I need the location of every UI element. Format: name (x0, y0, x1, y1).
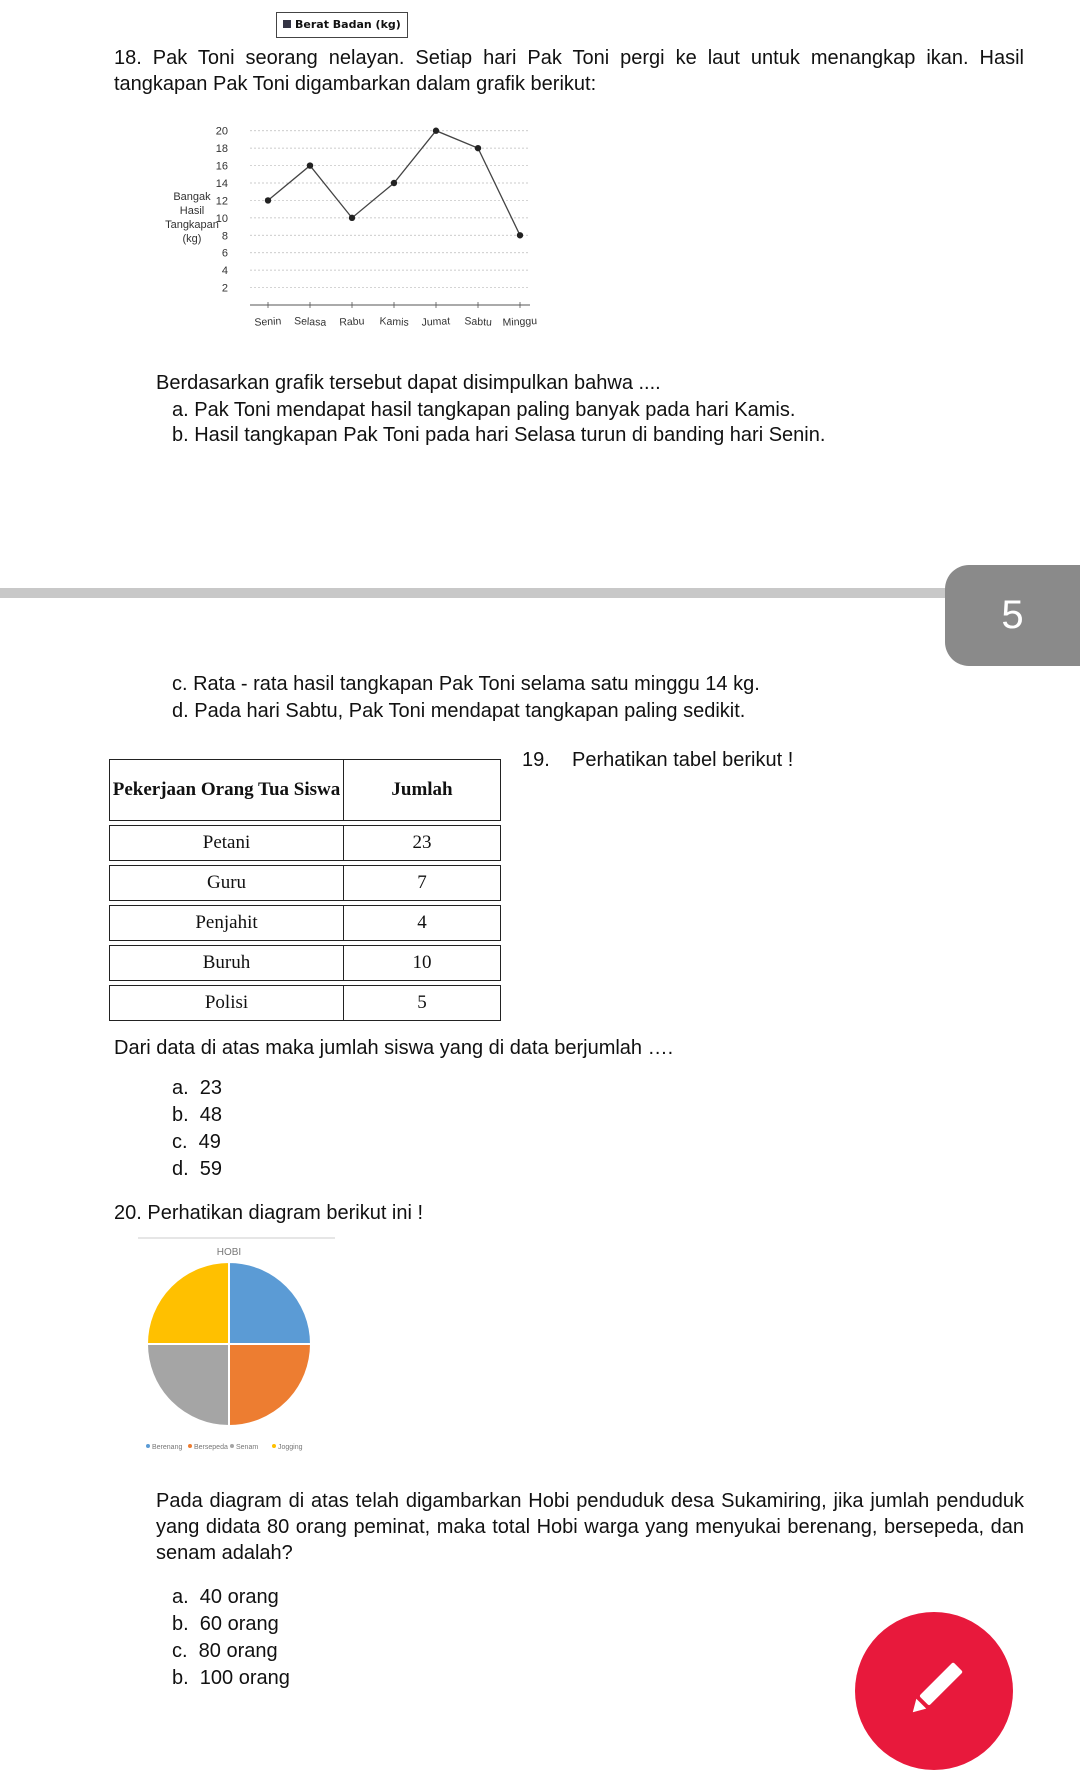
pie-legend (146, 1444, 303, 1451)
chart-legend-top (276, 12, 408, 38)
q20-option-b[interactable]: b. 60 orang (172, 1613, 279, 1635)
table-row (109, 825, 501, 861)
legend-swatch (272, 1444, 276, 1448)
page-divider (0, 588, 1080, 598)
table-header-job: Pekerjaan Orang Tua Siswa (109, 759, 344, 821)
legend-swatch (146, 1444, 150, 1448)
page-number-badge (945, 565, 1080, 666)
jobs-table (109, 755, 501, 1025)
pie-slice-berenang (229, 1262, 311, 1344)
table-cell-job: Buruh (109, 945, 344, 981)
pie-slice-senam (147, 1344, 229, 1426)
y-axis-label-2: Hasil (179, 205, 205, 217)
legend-swatch (230, 1444, 234, 1448)
legend-label: Berat Badan (kg) (295, 18, 401, 31)
pencil-icon (855, 1612, 1013, 1770)
y-tick-label: 12 (215, 195, 228, 208)
pie-slices (147, 1262, 311, 1426)
q19-option-a[interactable]: a. 23 (172, 1077, 223, 1099)
table-cell-count: 4 (344, 905, 501, 941)
table-row (109, 945, 501, 981)
legend-label: Senam (236, 1444, 259, 1451)
table-cell-count: 7 (344, 865, 501, 901)
table-header-count: Jumlah (344, 759, 501, 821)
y-axis-label-4: (kg) (182, 233, 202, 245)
x-tick-label: Jumat (421, 315, 451, 329)
y-tick-label: 8 (221, 230, 228, 243)
x-tick-label: Rabu (338, 315, 365, 329)
x-tick-label: Sabtu (464, 315, 493, 329)
q18-option-a[interactable]: a. Pak Toni mendapat hasil tangkapan paling banyak pada hari Kamis. (172, 399, 796, 421)
data-point (391, 180, 397, 186)
q20-option-d[interactable]: b. 100 orang (172, 1667, 290, 1689)
y-tick-label: 14 (215, 178, 228, 190)
pie-title: HOBI (216, 1247, 242, 1258)
y-tick-label: 10 (215, 212, 228, 225)
q19-option-b[interactable]: b. 48 (172, 1104, 223, 1126)
y-tick-label: 4 (221, 265, 228, 278)
legend-swatch (188, 1444, 192, 1448)
data-point (475, 145, 481, 151)
q20-text: 20. Perhatikan diagram berikut ini ! (114, 1202, 424, 1224)
y-axis-label-3: Tangkapan (165, 219, 219, 231)
line-chart-grid (250, 131, 530, 288)
y-tick-label: 6 (221, 247, 228, 260)
page-number: 5 (1001, 593, 1024, 637)
pie-slice-bersepeda (229, 1344, 311, 1426)
q18-option-d[interactable]: d. Pada hari Sabtu, Pak Toni mendapat tangkapan paling sedikit. (172, 700, 746, 722)
y-tick-label: 20 (215, 125, 228, 138)
line-chart (150, 110, 550, 355)
data-point (265, 197, 271, 203)
y-tick-label: 16 (215, 160, 228, 173)
x-tick-label: Selasa (293, 315, 327, 329)
q19-text: 19. Perhatikan tabel berikut ! (522, 749, 794, 771)
table-cell-count: 10 (344, 945, 501, 981)
q19-option-d[interactable]: d. 59 (172, 1158, 223, 1180)
table-row (109, 985, 501, 1021)
table-row (109, 905, 501, 941)
y-tick-label: 18 (215, 143, 228, 156)
y-tick-label: 2 (221, 282, 228, 295)
q18-option-b[interactable]: b. Hasil tangkapan Pak Toni pada hari Selasa turun di banding hari Senin. (172, 424, 826, 446)
q20-option-a[interactable]: a. 40 orang (172, 1586, 279, 1608)
table-row (109, 865, 501, 901)
edit-fab-button[interactable] (855, 1612, 1013, 1770)
x-tick-labels (254, 302, 537, 329)
legend-label: Berenang (152, 1444, 183, 1451)
y-axis-label-1: Bangak (173, 191, 211, 203)
q19-option-c[interactable]: c. 49 (172, 1131, 221, 1153)
data-point (307, 162, 313, 168)
q20-option-c[interactable]: c. 80 orang (172, 1640, 278, 1662)
q18-text: 18. Pak Toni seorang nelayan. Setiap hari Pak Toni pergi ke laut untuk menangkap ikan. Hasil tangkapan Pak Toni digambarkan dalam grafik berikut: (114, 47, 1024, 95)
q18-conclusion-prompt: Berdasarkan grafik tersebut dapat disimpulkan bahwa .... (156, 372, 661, 394)
table-cell-job: Polisi (109, 985, 344, 1021)
table-cell-count: 23 (344, 825, 501, 861)
pie-slice-jogging (147, 1262, 229, 1344)
table-cell-count: 5 (344, 985, 501, 1021)
legend-label: Bersepeda (194, 1444, 228, 1451)
table-header-row (109, 759, 501, 821)
table-cell-job: Petani (109, 825, 344, 861)
data-point (433, 128, 439, 134)
data-point (349, 215, 355, 221)
table-cell-job: Guru (109, 865, 344, 901)
q19-prompt: Dari data di atas maka jumlah siswa yang di data berjumlah …. (114, 1037, 674, 1059)
legend-label: Jogging (278, 1444, 303, 1451)
x-tick-label: Senin (254, 315, 282, 329)
legend-square-icon (283, 20, 291, 28)
pie-chart (138, 1230, 338, 1455)
x-tick-label: Kamis (379, 315, 410, 329)
q20-body: Pada diagram di atas telah digambarkan Hobi penduduk desa Sukamiring, jika jumlah penduduk yang didata 80 orang peminat, maka total Hobi warga yang menyukai berenang, bersepeda, dan senam adalah? (156, 1490, 1024, 1564)
data-point (517, 232, 523, 238)
x-tick-label: Minggu (502, 315, 538, 329)
table-cell-job: Penjahit (109, 905, 344, 941)
y-tick-labels (216, 126, 228, 295)
q18-option-c[interactable]: c. Rata - rata hasil tangkapan Pak Toni selama satu minggu 14 kg. (172, 673, 760, 695)
